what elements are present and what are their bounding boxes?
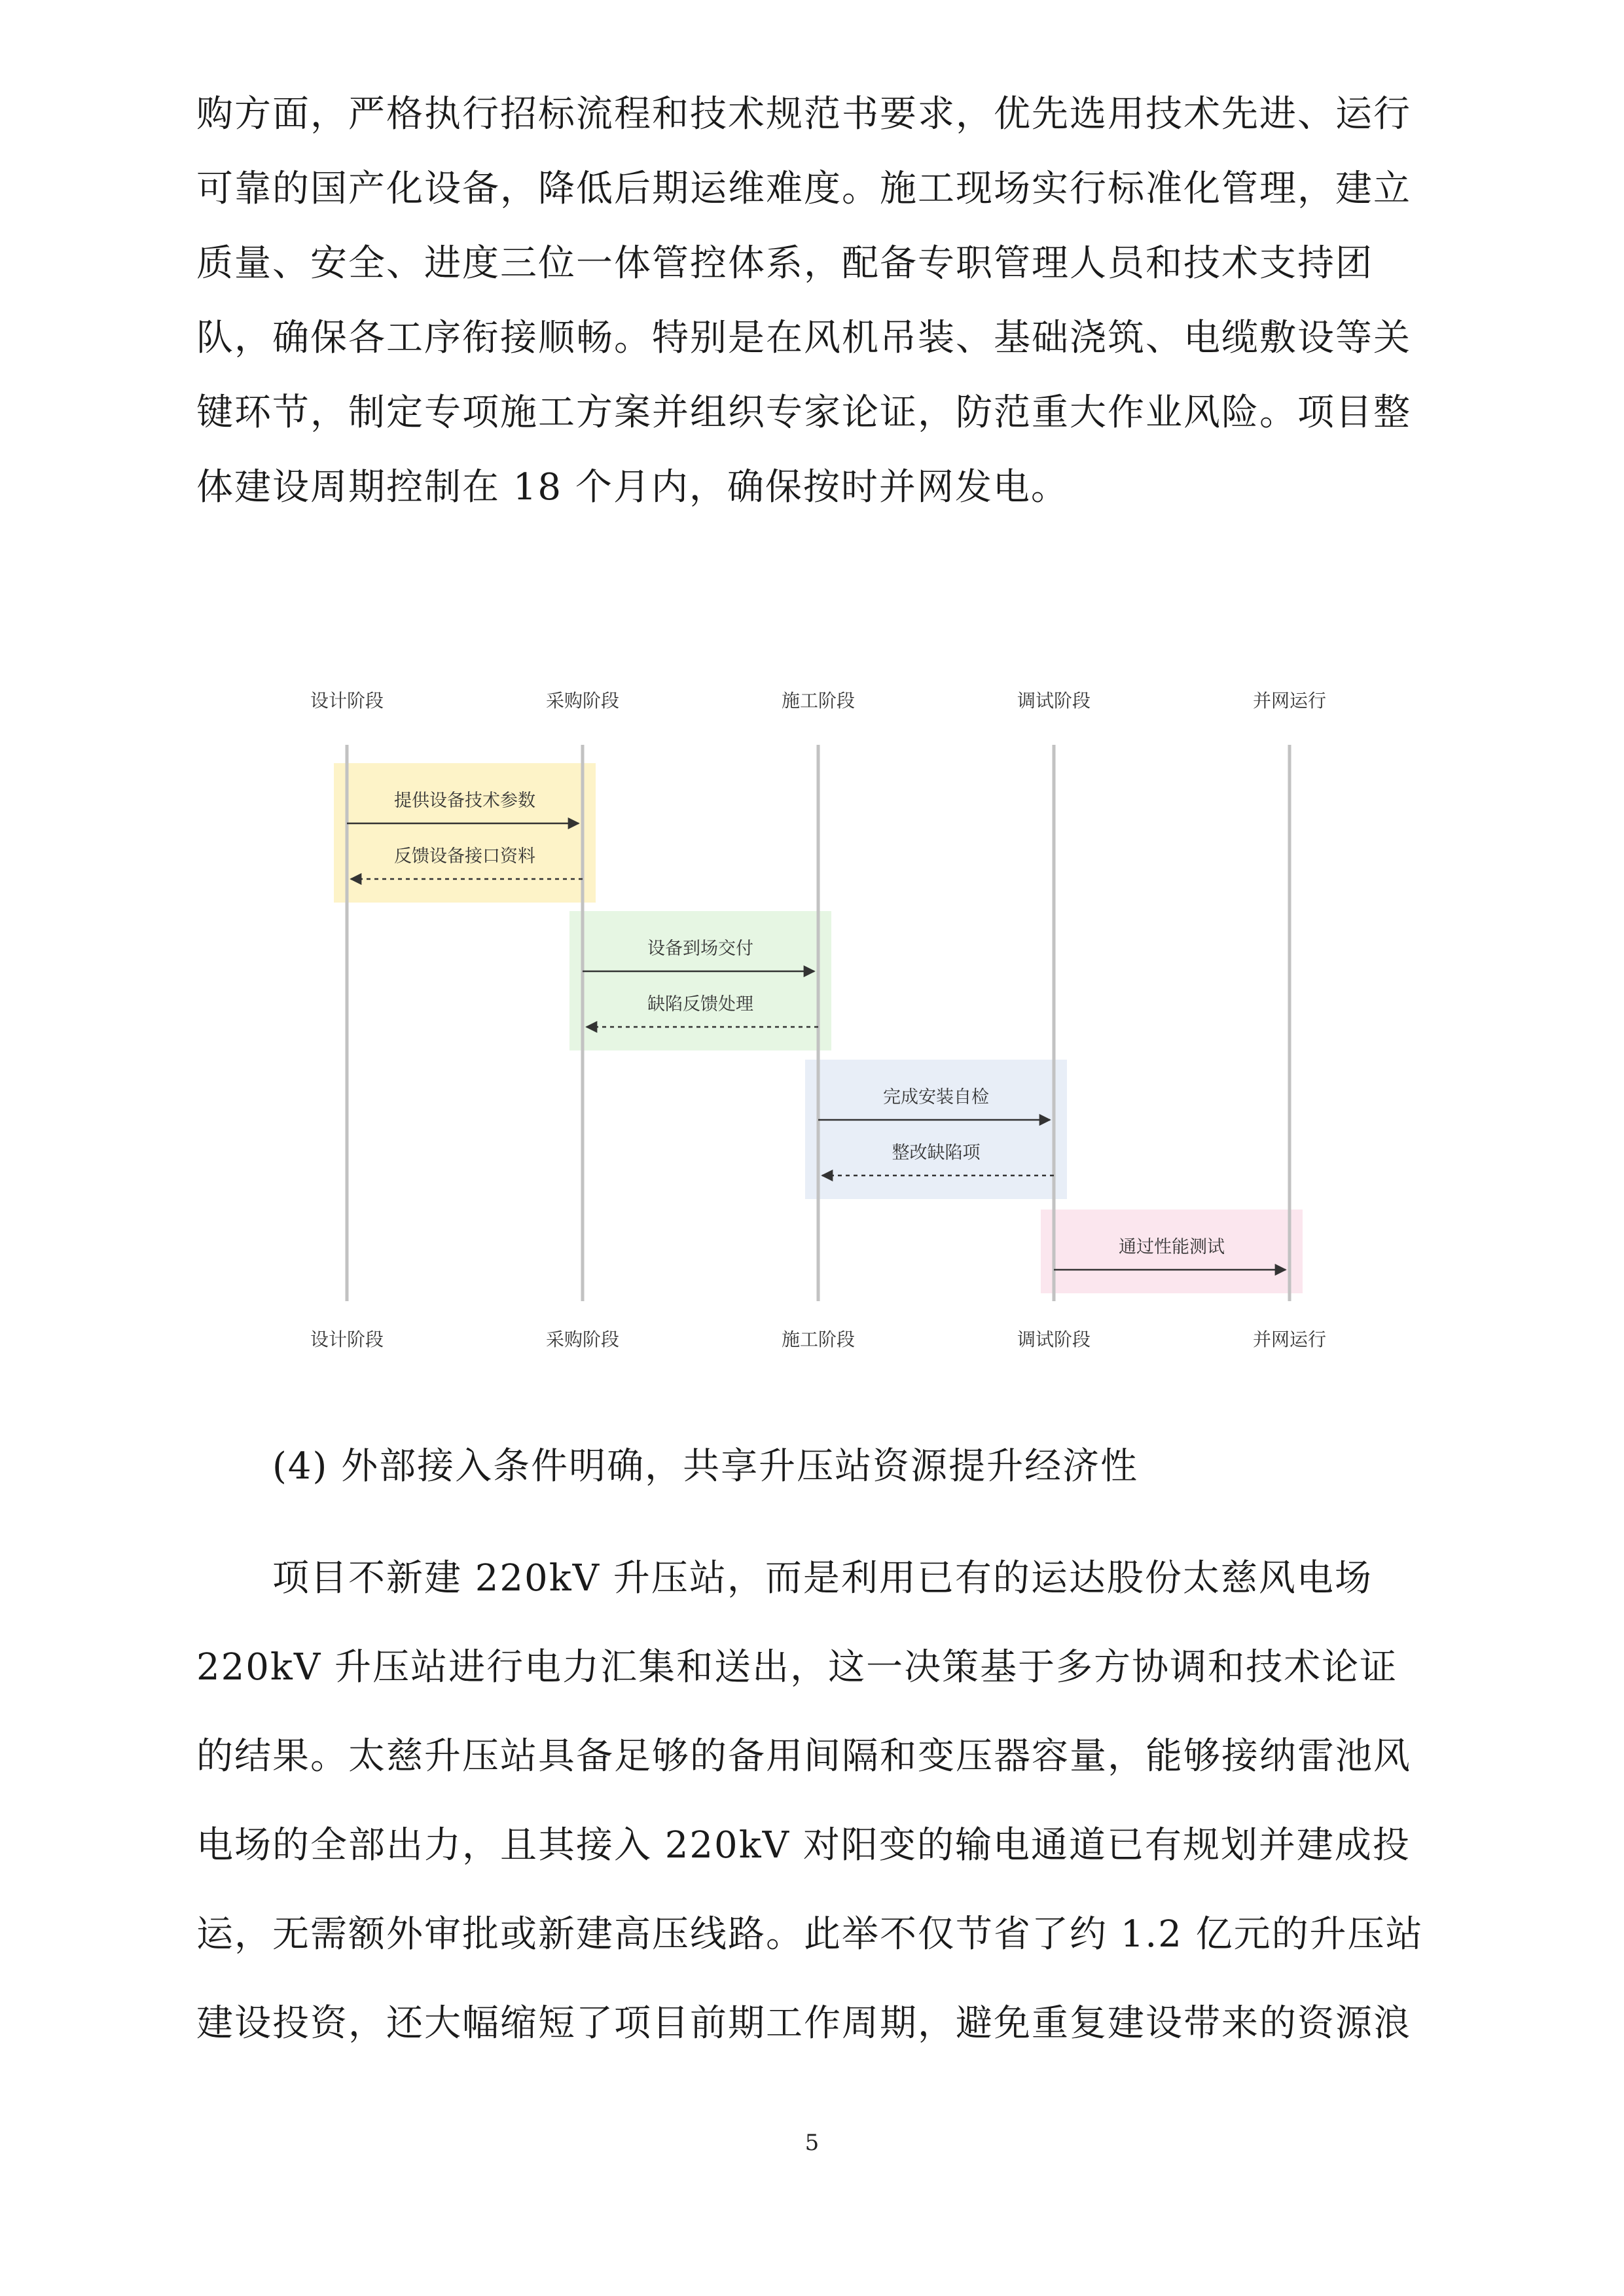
sequence-diagram	[281, 674, 1342, 1368]
sequence-diagram-canvas	[281, 674, 1342, 1368]
participant-label-top-1: 采购阶段	[545, 690, 620, 711]
message-label-2: 设备到场交付	[647, 939, 753, 959]
text-line: 购方面，严格执行招标流程和技术规范书要求，优先选用技术先进、运行	[196, 93, 1411, 135]
participant-label-top-0: 设计阶段	[310, 690, 384, 711]
text-line: 体建设周期控制在 18 个月内，确保按时并网发电。	[196, 466, 1069, 509]
participant-label-top-4: 并网运行	[1252, 690, 1327, 711]
participant-label-bottom-3: 调试阶段	[1017, 1329, 1091, 1350]
message-label-1: 反馈设备接口资料	[394, 846, 535, 867]
participant-label-bottom-1: 采购阶段	[545, 1329, 620, 1350]
text-line: 电场的全部出力，且其接入 220kV 对阳变的输电通道已有规划并建成投	[196, 1824, 1411, 1867]
text-line: 可靠的国产化设备，降低后期运维难度。施工现场实行标准化管理，建立	[196, 168, 1411, 210]
message-label-5: 整改缺陷项	[892, 1143, 981, 1163]
message-label-0: 提供设备技术参数	[394, 791, 535, 811]
text-line: 220kV 升压站进行电力汇集和送出，这一决策基于多方协调和技术论证	[196, 1646, 1398, 1689]
text-line: 队，确保各工序衔接顺畅。特别是在风机吊装、基础浇筑、电缆敷设等关	[196, 317, 1411, 359]
participant-label-bottom-0: 设计阶段	[310, 1329, 384, 1350]
participant-label-bottom-4: 并网运行	[1252, 1329, 1327, 1350]
text-line: 键环节，制定专项施工方案并组织专家论证，防范重大作业风险。项目整	[196, 391, 1411, 434]
text-line: 建设投资，还大幅缩短了项目前期工作周期，避免重复建设带来的资源浪	[196, 2002, 1411, 2045]
message-label-4: 完成安装自检	[883, 1087, 989, 1107]
group-box-1	[569, 911, 831, 1050]
text-line: 的结果。太慈升压站具备足够的备用间隔和变压器容量，能够接纳雷池风	[196, 1735, 1411, 1778]
group-box-2	[805, 1060, 1067, 1199]
participant-label-bottom-2: 施工阶段	[781, 1329, 856, 1350]
text-line: 运，无需额外审批或新建高压线路。此举不仅节省了约 1.2 亿元的升压站	[196, 1913, 1424, 1956]
message-label-3: 缺陷反馈处理	[647, 994, 753, 1014]
message-label-6: 通过性能测试	[1119, 1237, 1225, 1257]
section-heading-4: (4) 外部接入条件明确，共享升压站资源提升经济性	[272, 1445, 1139, 1488]
body-paragraph-bottom	[196, 1534, 1427, 2068]
participant-label-top-2: 施工阶段	[781, 690, 856, 711]
body-paragraph-top	[196, 77, 1427, 525]
group-box-0	[334, 763, 596, 903]
text-line: 质量、安全、进度三位一体管控体系，配备专职管理人员和技术支持团	[196, 242, 1373, 285]
page-number: 5	[804, 2130, 820, 2156]
text-line: 项目不新建 220kV 升压站，而是利用已有的运达股份太慈风电场	[272, 1557, 1373, 1600]
participant-label-top-3: 调试阶段	[1017, 690, 1091, 711]
